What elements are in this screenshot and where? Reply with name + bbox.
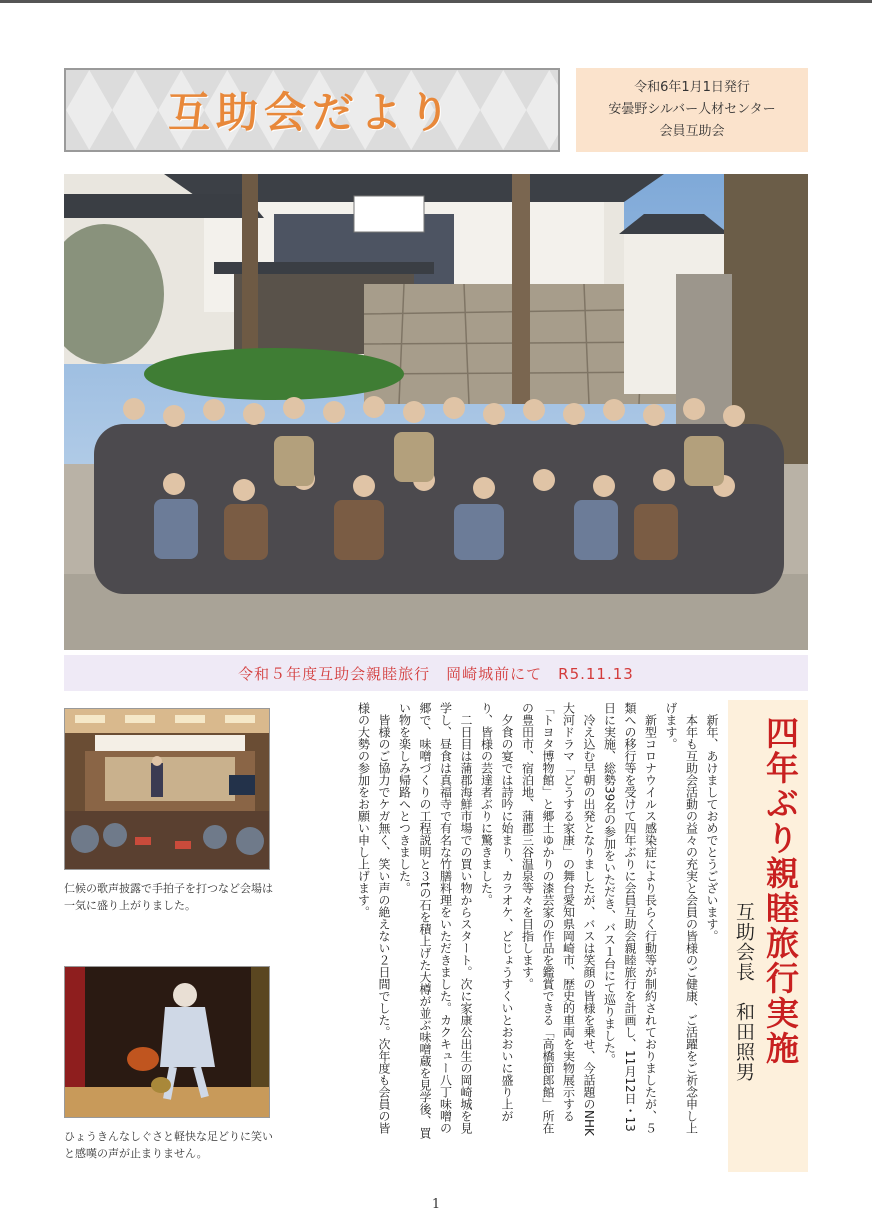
article-paragraph: 新年、あけましておめでとうございます。: [705, 714, 719, 942]
main-photo-caption: 令和５年度互助会親睦旅行 岡崎城前にて R5.11.13: [64, 655, 808, 691]
article-title: 四年ぶり親睦旅行実施: [761, 716, 800, 1066]
article-body: [290, 702, 722, 1142]
performance-photo-caption: ひょうきんなしぐさと軽快な足どりに笑いと感嘆の声が止まりません。: [64, 1130, 273, 1160]
group-photo-illustration: [64, 174, 808, 650]
article-paragraph: 新型コロナウイルス感染症により長らく行動等が制約されておりましたが、５類への移行等を受けて四年ぶりに会員互助会親睦旅行を計画し、11月12日・13日に実施、総勢39名の参加をいただき、バス１台にて巡りました。: [602, 702, 658, 1134]
article-paragraph: 夕食の宴では詩吟に始まり、カラオケ、どじょうすくいとおおいに盛り上がり、皆様の芸達者ぶりに驚きました。: [479, 702, 514, 1122]
party-photo-illustration: [65, 709, 270, 870]
group-name: 会員互助会: [659, 124, 725, 139]
issue-info: [576, 68, 808, 152]
issue-date: 令和6年1月1日発行: [634, 80, 750, 95]
page-number: 1: [431, 1197, 441, 1212]
article-paragraph: 本年も互助会活動の益々の充実と会員の皆様のご健康、ご活躍をご祈念申し上げます。: [664, 702, 699, 1134]
performance-photo-illustration: [65, 967, 270, 1118]
party-photo: [64, 708, 270, 870]
party-photo-caption: 仁候の歌声披露で手拍子を打つなど会場は一気に盛り上がりました。: [64, 882, 273, 912]
performance-photo: [64, 966, 270, 1118]
top-rule: [0, 0, 872, 3]
newsletter-title: 互助会だより: [167, 88, 456, 137]
article-byline: 互助会長 和田照男: [733, 902, 755, 1082]
article-paragraph: 皆様のご協力でケガ無く、笑い声の絶えない２日間でした。次年度も会員の皆様の大勢の参加をお願い申し上げます。: [356, 702, 391, 1134]
article-paragraph: 二日目は蒲郡海鮮市場での買い物からスタート。次に家康公出生の岡崎城を見学し、昼食は真福寺で有名な竹膳料理をいただきました。カクキュー八丁味噌の郷で、味噌づくりの工程説明と３tの石を積上げた大樽が並ぶ味噌蔵を見学後、買い物を楽しみ帰路へとつきました。: [397, 702, 473, 1139]
article-paragraph: 冷え込む早朝の出発となりましたが、バスは笑顔の皆様を乗せ、今話題のNHK大河ドラマ「どうする家康」の舞台愛知県岡崎市、歴史的車両を実物展示する「トヨタ博物館」と郷土ゆかりの漆芸家の作品を鑑賞できる「高橋節郎館」所在の豊田市、宿泊地、蒲郡三谷温泉等々を目指します。: [520, 702, 596, 1136]
masthead-banner: [64, 68, 560, 152]
publisher-name: 安曇野シルバー人材センター: [608, 102, 776, 117]
group-photo: [64, 174, 808, 650]
